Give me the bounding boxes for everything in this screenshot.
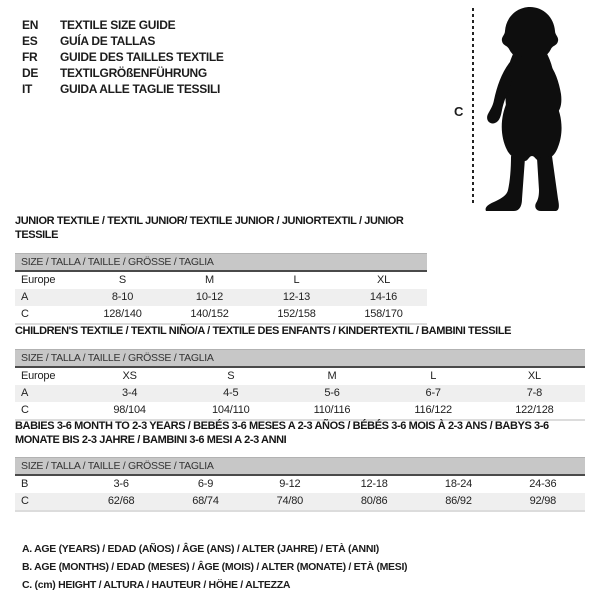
cell-value: 98/104 — [113, 404, 146, 416]
cell-value: L — [430, 370, 437, 382]
size-table-section — [15, 214, 427, 325]
cell-value: 4-5 — [223, 387, 239, 399]
table-row — [15, 493, 585, 510]
language-code: IT — [22, 82, 33, 96]
legend-line: B. AGE (MONTHS) / EDAD (MESES) / ÂGE (MOIS) / ALTER (MONATE) / ETÀ (MESI) — [22, 561, 408, 573]
cell-value: 152/158 — [277, 308, 316, 320]
cell-value: 10-12 — [195, 291, 224, 303]
cell-value: L — [293, 274, 300, 286]
measure-legend — [22, 540, 407, 594]
legend-line: A. AGE (YEARS) / EDAD (AÑOS) / ÂGE (ANS) / ALTER (JAHRE) / ETÀ (ANNI) — [22, 543, 379, 555]
language-code: EN — [22, 18, 39, 32]
size-table-section — [15, 324, 585, 421]
cell-value: S — [118, 274, 127, 286]
cell-value: 74/80 — [276, 495, 304, 507]
row-label: A — [21, 291, 29, 303]
row-label: Europe — [21, 274, 56, 286]
table-row — [15, 289, 427, 306]
cell-value: S — [227, 370, 235, 382]
cell-value: XL — [527, 370, 541, 382]
cell-value: 24-36 — [529, 478, 557, 490]
language-code: FR — [22, 50, 38, 64]
size-header-row: SIZE / TALLA / TAILLE / GRÖSSE / TAGLIA — [15, 457, 585, 476]
cell-value: 86/92 — [445, 495, 472, 507]
cell-value: 68/74 — [192, 495, 219, 507]
cell-value: 3-6 — [113, 478, 129, 490]
table-row — [15, 476, 585, 493]
row-label: Europe — [21, 370, 56, 382]
language-row — [22, 81, 224, 97]
size-table — [15, 349, 585, 421]
cell-value: 140/152 — [190, 308, 229, 320]
cell-value: 14-16 — [369, 291, 398, 303]
language-row — [22, 33, 224, 49]
cell-value: 128/140 — [103, 308, 142, 320]
cell-value: XS — [122, 370, 137, 382]
cell-value: 62/68 — [107, 495, 135, 507]
language-title: GUIDA ALLE TAGLIE TESSILI — [60, 82, 221, 96]
table-row — [15, 272, 427, 289]
size-table — [15, 253, 427, 325]
language-title: TEXTILE SIZE GUIDE — [60, 18, 176, 32]
size-header-row: SIZE / TALLA / TAILLE / GRÖSSE / TAGLIA — [15, 349, 585, 368]
language-row — [22, 17, 224, 33]
language-title: GUÍA DE TALLAS — [60, 34, 156, 48]
size-header-row: SIZE / TALLA / TAILLE / GRÖSSE / TAGLIA — [15, 253, 427, 272]
cell-value: 6-7 — [425, 387, 441, 399]
language-code: DE — [22, 66, 39, 80]
cell-value: 6-9 — [197, 478, 214, 490]
cell-value: 9-12 — [279, 478, 301, 490]
row-label: C — [21, 308, 29, 320]
table-row — [15, 402, 585, 419]
language-title-list — [22, 17, 224, 97]
height-measure-label: C — [454, 104, 464, 119]
cell-value: M — [205, 274, 214, 286]
language-code: ES — [22, 34, 38, 48]
size-table — [15, 457, 585, 512]
table-row — [15, 385, 585, 402]
cell-value: 110/116 — [313, 404, 351, 416]
legend-line: C. (cm) HEIGHT / ALTURA / HAUTEUR / HÖHE / ALTEZZA — [22, 579, 291, 591]
height-dashed-line — [472, 8, 474, 206]
table-row — [15, 306, 427, 323]
row-label: B — [21, 478, 29, 490]
table-title: BABIES 3-6 MONTH TO 2-3 YEARS / BEBÉS 3-6 MESES A 2-3 AÑOS / BÉBÉS 3-6 MOIS À 2-3 ANS / BABYS 3-6 MONATE BIS 2-3 JAHRE / BAMBINI 3-6 MESI A 2-3 ANNI — [15, 420, 549, 446]
cell-value: 122/128 — [515, 404, 554, 416]
language-title: TEXTILGRÖßENFÜHRUNG — [60, 66, 207, 80]
language-row — [22, 49, 224, 65]
cell-value: 7-8 — [526, 387, 543, 399]
cell-value: 104/110 — [212, 404, 250, 416]
language-title: GUIDE DES TAILLES TEXTILE — [60, 50, 224, 64]
cell-value: 116/122 — [414, 404, 452, 416]
baby-silhouette-icon — [480, 6, 580, 212]
cell-value: 12-18 — [360, 478, 388, 490]
cell-value: 8-10 — [111, 291, 134, 303]
row-label: C — [21, 404, 29, 416]
cell-value: M — [327, 370, 337, 382]
language-row — [22, 65, 224, 81]
cell-value: 158/170 — [364, 308, 403, 320]
cell-value: 92/98 — [529, 495, 557, 507]
cell-value: 18-24 — [444, 478, 473, 490]
row-label: C — [21, 495, 29, 507]
cell-value: XL — [376, 274, 391, 286]
row-label: A — [21, 387, 29, 399]
cell-value: 5-6 — [324, 387, 340, 399]
table-title: JUNIOR TEXTILE / TEXTIL JUNIOR/ TEXTILE JUNIOR / JUNIORTEXTIL / JUNIOR TESSILE — [15, 215, 404, 241]
cell-value: 80/86 — [360, 495, 388, 507]
table-title: CHILDREN'S TEXTILE / TEXTIL NIÑO/A / TEXTILE DES ENFANTS / KINDERTEXTIL / BAMBINI TESSILE — [15, 325, 512, 337]
table-row — [15, 368, 585, 385]
cell-value: 3-4 — [121, 387, 138, 399]
cell-value: 12-13 — [282, 291, 311, 303]
size-table-section — [15, 419, 585, 512]
